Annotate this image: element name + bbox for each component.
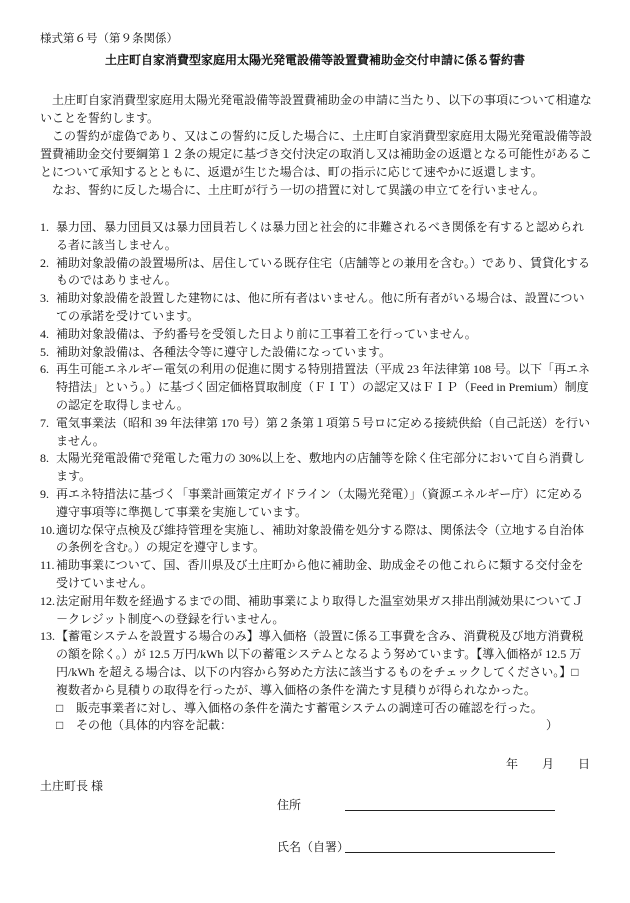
intro-section [40,91,592,199]
option-other [56,717,592,735]
item-text: 補助事業について、国、香川県及び土庄町から他に補助金、助成金その他これらに類する交付金を受けていません。 [56,558,584,590]
checkbox-other[interactable]: □ [56,718,64,733]
item-number: 6. [40,362,49,377]
signature-name-field[interactable] [345,838,555,853]
item-text: 補助対象設備は、予約番号を受領した日より前に工事着工を行っていません。 [56,326,477,341]
item-number: 9. [40,486,49,501]
option-label: 販売事業者に対し、導入価格の条件を満たす蓄電システムの調達可否の確認を行った。 [76,700,543,715]
item-text: 適切な保守点検及び維持管理を実施し、補助対象設備を処分する際は、関係法令（立地する自治体の条例を含む。）の規定を遵守します。 [56,522,585,555]
option-dealer-confirmation [56,700,592,718]
pledge-item-9 [40,486,592,522]
item-text: 太陽光発電設備で発電した電力の 30%以上を、敷地内の店舗等を除く住宅部分において自ら消費します。 [56,451,585,484]
pledge-item-8 [40,450,592,486]
pledge-items-list [40,219,592,735]
date-field[interactable]: 年 月 日 [505,757,590,771]
item-13-body [56,628,592,735]
item-number: 10. [40,522,55,537]
option-label: その他（具体的内容を記載： [76,718,233,733]
document-title: 土庄町自家消費型家庭用太陽光発電設備等設置費補助金交付申請に係る誓約書 [104,53,525,67]
item-number: 7. [40,415,49,430]
item-text: 法定耐用年数を経過するまでの間、補助事業により取得した温室効果ガス排出削減効果についてＪ－クレジット制度への登録を行いません。 [56,593,584,626]
item-number: 13. [40,629,55,644]
intro-paragraph-2: この誓約が虚偽であり、又はこの誓約に反した場合に、土庄町自家消費型家庭用太陽光発電設備等設置費補助金交付要綱第１２条の規定に基づき交付決定の取消し又は補助金の返還となる可能性があることについて承知するとともに、返還が生じた場合は、町の指示に応じて速やかに返還します。 [40,129,593,179]
pledge-item-12 [40,593,592,629]
pledge-item-7 [40,415,592,451]
item-number: 5. [40,344,49,359]
item-text: 再エネ特措法に基づく「事業計画策定ガイドライン（太陽光発電）」（資源エネルギー庁）に定める遵守事項等に準拠して事業を実施しています。 [56,486,584,519]
addressee: 土庄町長 様 [40,779,104,793]
pledge-item-2 [40,255,592,291]
item-text: 【蓄電システムを設置する場合のみ】導入価格（設置に係る工事費を含み、消費税及び地方消費税の額を除く。）が 12.5 万円/kWh 以下の蓄電システムとなるよう努めています。【導入価格が 12.5 万円/kWh を超える場合は、以下の内容から努めた方法に該当するものをチェックしてください。】□ 複数者から見積りの取得を行ったが、導入価格の条件を満たす見積りが得られなかった。 [56,629,591,697]
item-number: 4. [40,326,49,341]
pledge-item-1 [40,219,592,255]
item-number: 11. [40,558,55,573]
pledge-item-13 [40,628,592,735]
item-text: 補助対象設備の設置場所は、居住している既存住宅（店舗等との兼用を含む。）であり、賃貸化するものではありません。 [56,255,591,288]
item-text: 補助対象設備を設置した建物には、他に所有者はいません。他に所有者がいる場合は、設置についての承諾を受けています。 [56,291,585,323]
pledge-item-11 [40,557,592,593]
item-text: 電気事業法（昭和 39 年法律第 170 号）第２条第１項第５号ロに定める接続供給（自己託送）を行いません。 [56,415,591,448]
item-text: 暴力団、暴力団員又は暴力団員若しくは暴力団と社会的に非難されるべき関係を有すると認められる者に該当しません。 [56,220,585,252]
name-label: 氏名（自署） [277,840,350,854]
pledge-item-5 [40,344,592,362]
checkbox-dealer-confirmation[interactable]: □ [56,700,64,715]
item-number: 3. [40,291,49,306]
address-field[interactable] [345,796,555,811]
intro-paragraph-3: なお、誓約に反した場合に、土庄町が行う一切の措置に対して異議の申立てを行いません。 [52,183,545,197]
pledge-item-10 [40,522,592,558]
address-label: 住所 [277,798,302,812]
item-number: 1. [40,220,49,234]
item-number: 8. [40,451,49,466]
item-text: 再生可能エネルギー電気の利用の促進に関する特別措置法（平成 23 年法律第 108 号。以下「再エネ特措法」という。）に基づく固定価格買取制度（ＦＩＴ）の認定又はＦＩＰ（Feed in Premium）制度の認定を取得しません。 [56,362,591,412]
item-number: 12. [40,593,55,608]
closing-bracket: ） [545,718,558,733]
item-number: 2. [40,255,49,270]
pledge-item-3 [40,290,592,326]
pledge-item-6 [40,361,592,414]
intro-paragraph-1: 土庄町自家消費型家庭用太陽光発電設備等設置費補助金の申請に当たり、以下の事項について相違ないことを誓約します。 [40,93,592,125]
item-text: 補助対象設備は、各種法令等に遵守した設備になっています。 [56,344,392,359]
form-number: 様式第６号（第９条関係） [40,33,178,45]
pledge-item-4 [40,326,592,344]
other-details-field[interactable] [232,717,546,735]
